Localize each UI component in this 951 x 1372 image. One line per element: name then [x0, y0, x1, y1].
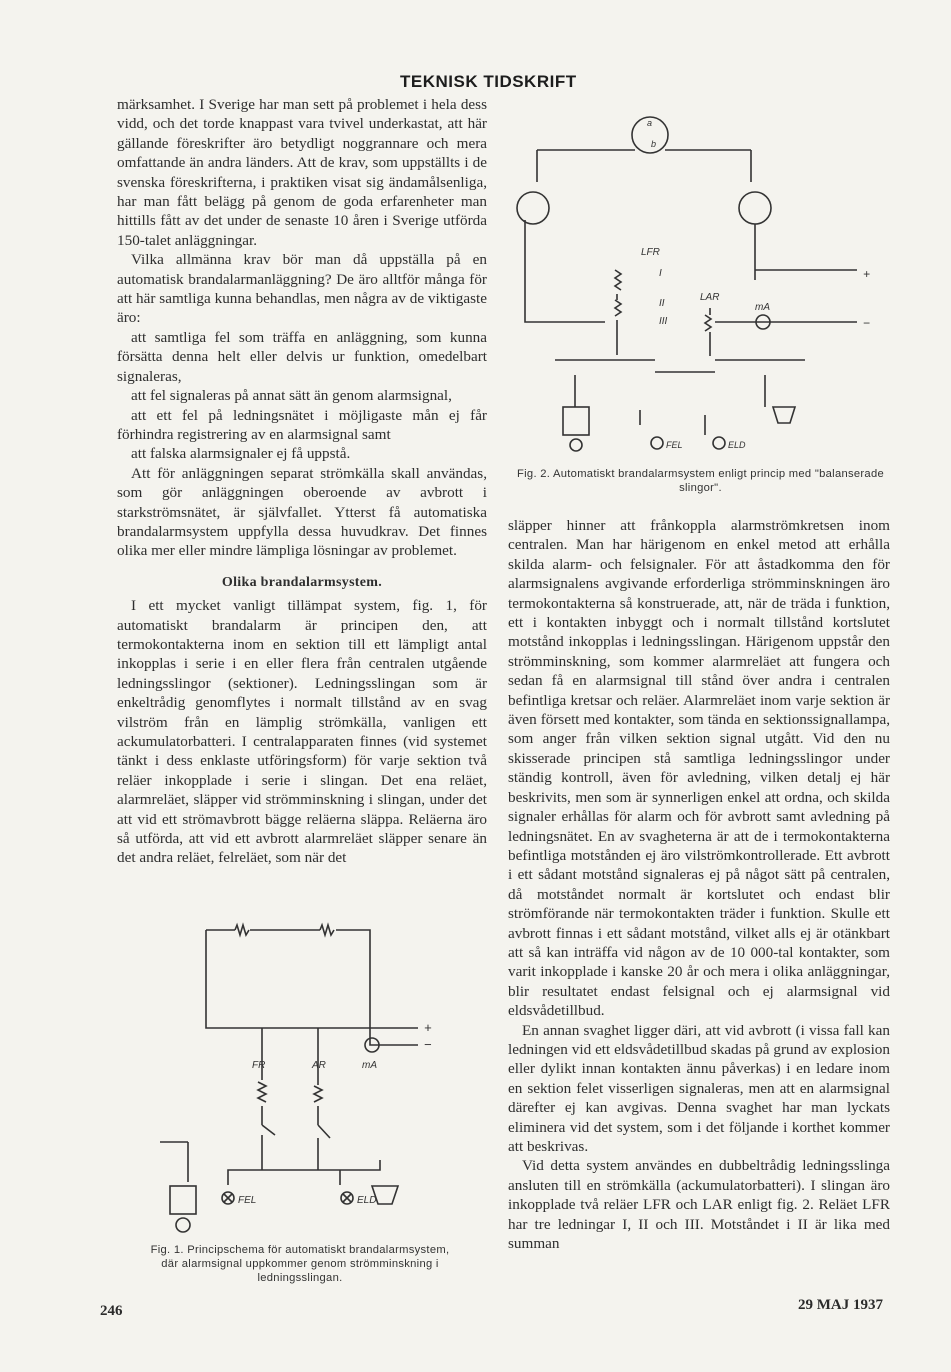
wire: [160, 1135, 380, 1185]
paragraph: Vilka allmänna krav bör man då uppställa på en automatisk brandalarmanläggning? De äro alltför många för att här samtliga kunna behandlas, men några av de viktigaste äro:: [117, 251, 487, 327]
left-column: [117, 95, 487, 868]
relay-fr-coil: [258, 1082, 266, 1102]
paragraph: släpper hinner att frånkoppla alarmströmkretsen inom centralen. Man har härigenom en enkel metod att erhålla skilda alarm- och felsignaler. För att åstadkomma den för alarmsignalens avgivande erforderliga strömminskningen äro termokontakterna så konstruerade, att, när de träda i funktion, ett i kontakten inbyggt och i normalt tillstånd kortslutet motstånd inkopplas i ledningsslingan. Härigenom uppstår den strömminskning, som kommer alarmreläet att fungera och sedan få en alarmsignal till stånd över andra i centralen befintliga kretsar och reläer. Alarmreläet inom varje sektion är även försett med kontakter, som tända en sektionssignallampa, som anger från vilken sektion signal utgått. Vid den nu skisserade principen stå samtliga ledningsslingor under ständig kontroll, även för avledning, vilken detalj ej här beskrivits, men som är synnerligen enkel att ordna, och skilda signaler erhållas för alarm och för avbrott samt avledning på ledningsnätet. En av svagheterna är att de i termokontakterna befintliga motstånden ej äro vilströmkontrollerade. Ett avbrott i ett sådant motstånd signaleras ej på något sätt på centralen, då motståndet normalt är kortslutet och endast blir strömförande när termokontakten träder i funktion. Skulle ett avbrott finnas i ett sådant motstånd, vilket alls ej är otänkbart att så kan inträffa vid någon av de 10 000-tal kontakter, som varit inkopplade i kanske 20 år och mera i olika anläggningar, blir resultatet endast felsignal och ej alarmsignal vid eldsvådetillbud.: [508, 517, 890, 1020]
lfr-line-2: II: [659, 298, 665, 309]
bell-2: [563, 407, 589, 435]
lar-label: LAR: [700, 292, 720, 303]
minus-label-2: −: [863, 316, 871, 330]
wire: [262, 1106, 330, 1138]
terminal-b-label: b: [651, 139, 657, 149]
section-heading: Olika brandalarmsystem.: [221, 574, 383, 590]
requirement-item: att fel signaleras på annat sätt än genom alarmsignal,: [131, 387, 452, 405]
ar-label: AR: [312, 1060, 326, 1071]
terminal-a-label: a: [647, 118, 653, 128]
plus-label: +: [424, 1020, 432, 1035]
figure-1-circuit-diagram: [140, 910, 460, 1240]
plus-label-2: +: [863, 267, 871, 281]
paragraph: Att för anläggningen separat strömkälla skall användas, som gör anläggningen oberoende av avbrott i starkströmsnätet, är självfallet. Ytterst få automatiska brandalarmsystem uppfylla dessa huvudkrav. Det finnes olika mer eller mindre lämpliga lösningar av problemet.: [117, 464, 487, 560]
requirement-item: att falska alarmsignaler ej få uppstå.: [131, 445, 351, 463]
figure-2-caption: Fig. 2. Automatiskt brandalarmsystem enligt princip med "balanserade slingor".: [517, 468, 884, 494]
lfr-line-1: I: [659, 268, 662, 279]
paragraph: I ett mycket vanligt tillämpat system, fig. 1, för automatiskt brandalarm är principen den, att termokontakterna inom en sektion till ett lämpligt antal inkopplas i serie i en eller flera från centralen utgående ledningsslingor (sektioner). Ledningsslingan som är enkeltrådig genomflytes i normalt tillstånd av en svag vilström från en lämplig strömkälla, vanligen ett ackumulatorbatteri. I centralapparaten finnes (vid systemet tänkt i dess enklaste utföringsform) för varje sektion två reläer inkopplade i serie i slingan. Det ena reläet, alarmreläet, släpper vid strömminskning i slingan, under det att vid ett strömavbrott bägge reläerna släppa. Reläerna äro så utförda, att vid ett avbrott alarmreläet släpper senare än det andra reläet, felreläet, som när det: [117, 597, 487, 867]
loop-wire: [206, 930, 370, 1030]
paragraph: märksamhet. I Sverige har man sett på problemet i hela dess vidd, och det torde knappast vara tvivel underkastat, att här gällande föreskrifter äro betydligt noggrannare och mera omfattande än andra länders. Att de krav, som uppställts i de svenska föreskrifterna, i praktiken visat sig ändamålsenliga, har man fått belägg på genom de goda erfarenheter man hittills fått av det under de senaste 10 åren i Sverige utförda 150-talet anläggningar.: [117, 96, 487, 249]
siren-2: [773, 407, 795, 423]
lfr-label: LFR: [641, 247, 660, 258]
eld-lamp-2: [713, 437, 725, 449]
ma-label-2: mA: [755, 302, 770, 313]
loop-zigzag-2: [320, 925, 334, 935]
issue-date: 29 MAJ 1937: [798, 1297, 883, 1313]
lfr-coil: [615, 270, 621, 290]
fel-label-2: FEL: [666, 440, 683, 450]
bell: [170, 1186, 196, 1214]
fr-label: FR: [252, 1060, 266, 1071]
paragraph: En annan svaghet ligger däri, att vid avbrott (i vissa fall kan ledningen vid ett eldsvådetillbud skadas på grund av explosion eller dylikt innan kontakten ännu påverkas) i en ledare inom en sektion felet visserligen signaleras, men att en alarmsignal därefter ej kan avgivas. Denna svaghet har man lyckats eliminera vid det system, som i det följande i korthet kommer att beskrivas.: [508, 1021, 890, 1155]
relay-ar-coil: [314, 1086, 322, 1102]
figure-1-caption: Fig. 1. Principschema för automatiskt brandalarmsystem, där alarmsignal uppkommer genom strömminskning i ledningsslingan.: [150, 1244, 450, 1284]
page-number: 246: [100, 1303, 123, 1319]
eld-label-2: ELD: [728, 440, 746, 450]
lfr-line-3: III: [659, 316, 668, 327]
requirement-item: att samtliga fel som träffa en anläggning, som kunna försätta denna helt eller delvis ur funktion, omedelbart signaleras,: [117, 328, 487, 385]
ma-label: mA: [362, 1060, 377, 1071]
wire: [262, 1028, 418, 1085]
left-terminal: [517, 192, 549, 224]
bell-icon: [176, 1218, 190, 1232]
requirement-item: att ett fel på ledningsnätet i möjligaste mån ej får förhindra registrering av en alarmsignal samt: [117, 406, 487, 443]
lar-coil: [705, 315, 711, 331]
bell-icon-2: [570, 439, 582, 451]
fel-lamp-2: [651, 437, 663, 449]
lfr-coil-2: [615, 300, 621, 316]
loop-wire: [206, 930, 418, 1028]
minus-label: −: [424, 1037, 432, 1052]
eld-label: ELD: [357, 1195, 377, 1206]
right-column: [508, 516, 890, 1253]
fel-label: FEL: [238, 1195, 257, 1206]
right-terminal: [739, 192, 771, 224]
figure-2-circuit-diagram: [505, 110, 885, 460]
loop-zigzag-1: [235, 925, 249, 935]
journal-header: TEKNISK TIDSKRIFT: [400, 72, 577, 91]
paragraph: Vid detta system användes en dubbeltrådig ledningsslinga ansluten till en strömkälla (ackumulatorbatteri). I slingan äro inkopplade två reläer LFR och LAR enligt fig. 2. Reläet LFR har tre ledningar I, II och III. Motståndet i II är lika med summan: [508, 1157, 890, 1253]
